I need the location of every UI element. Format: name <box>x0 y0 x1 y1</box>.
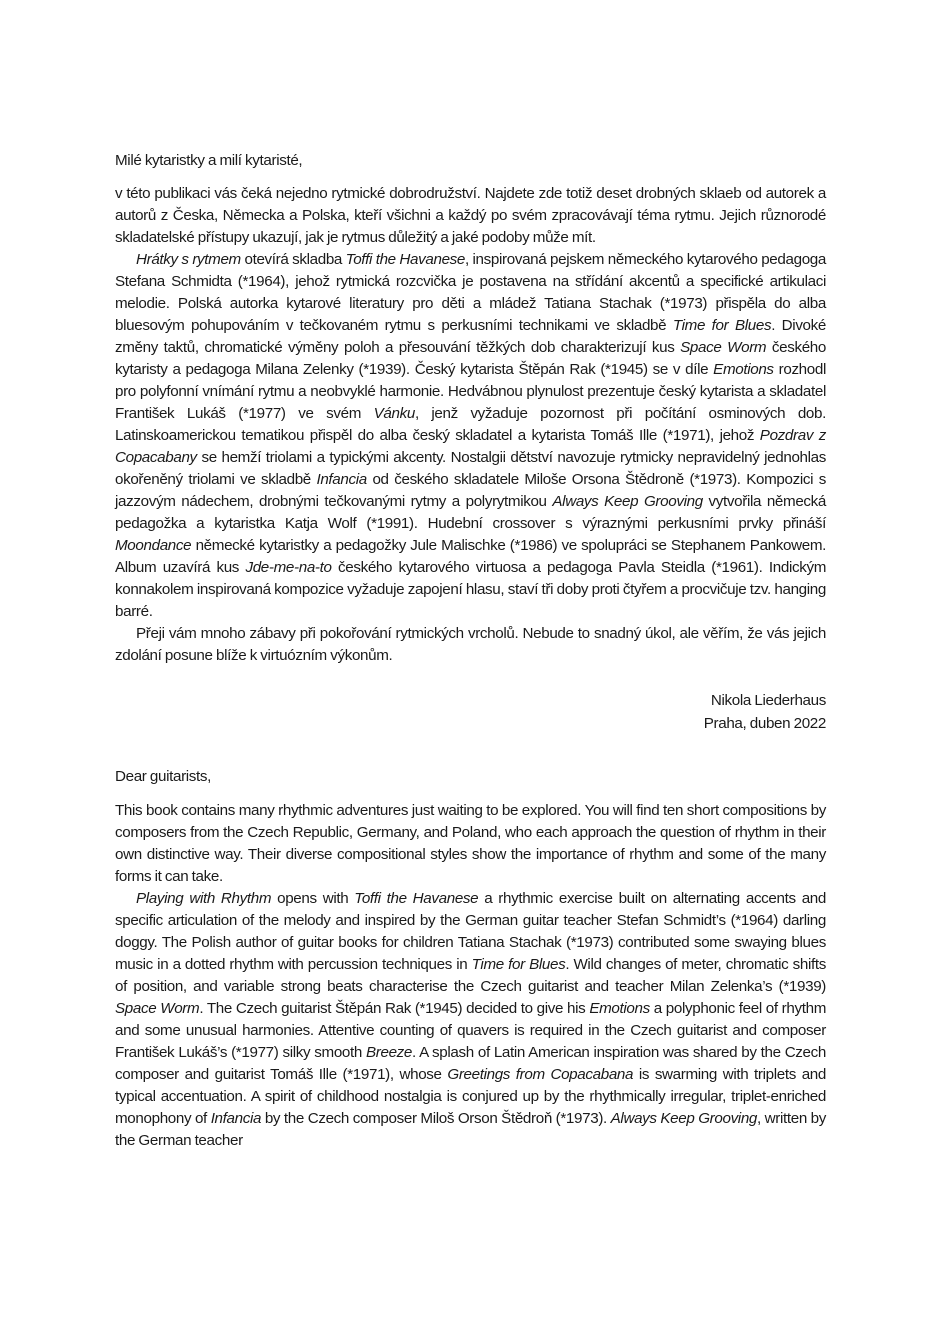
italic-title: Space Worm <box>680 339 767 356</box>
text-run: opens with <box>271 890 355 907</box>
author-name: Nikola Liederhaus <box>710 692 826 709</box>
text-run: od českého skladatele Miloše Orsona Štědroně (*1973). Kompozici s jazzovým nádechem, drobnými tečkovanými rytmy a polyrytmikou <box>115 471 826 510</box>
text-run: is swarming with triplets and typical accentuation. A spirit of childhood nostalgia is conjured up by the rhythmically irregular, triplet-enriched monophony of <box>115 1066 826 1127</box>
czech-greeting: Milé kytaristky a milí kytaristé, <box>115 152 303 169</box>
english-foreword <box>115 766 826 1152</box>
italic-title: Toffi the Havanese <box>345 251 466 268</box>
text-run: Přeji vám mnoho zábavy při pokořování rytmických vrcholů. Nebude to snadný úkol, ale věřím, že vás jejich zdolání posune blíže k virtuózním výkonům. <box>115 625 826 664</box>
italic-title: Jde-me-na-to <box>245 559 332 576</box>
italic-title: Emotions <box>713 361 774 378</box>
text-run: , inspirovaná pejskem německého kytarového pedagoga Stefana Schmidta (*1964), jehož rytmická rozcvička je postavena na střídání akcentů a specifické artikulaci melodie. Polská autorka kytarové literatury pro děti a mládež Tatiana Stachak (*1973) přispěla do alba bluesovým pohupováním v tečkovaném rytmu s perkusními technikami ve skladbě <box>115 251 826 334</box>
paragraph <box>115 800 826 888</box>
czech-foreword <box>115 150 826 735</box>
italic-title: Time for Blues <box>672 317 772 334</box>
text-run: českého kytarového virtuosa a pedagoga Pavla Steidla (*1961). Indickým konnakolem inspirovaná kompozice vyžaduje zapojení hlasu, staví tři doby proti čtyřem a procvičuje tzv. hanging barré. <box>115 559 826 620</box>
text-run: rozhodl pro polyfonní vnímání rytmu a neobvyklé harmonie. Hedvábnou plynulost prezentuje český kytarista a skladatel František Lukáš (*1977) ve svém <box>115 361 826 422</box>
italic-title: Greetings from Copacabana <box>447 1066 634 1083</box>
text-run: . Wild changes of meter, chromatic shifts of position, and variable strong beats characterise the Czech guitarist and teacher Milan Zelenka’s (*1939) <box>115 956 826 995</box>
text-run: v této publikaci vás čeká nejedno rytmické dobrodružství. Najdete zde totiž deset drobných sklaeb od autorek a autorů z Česka, Německa a Polska, kteří všichni a každý po svém zpracovávají téma rytmu. Jejich různorodé skladatelské přístupy ukazují, jak je rytmus důležitý a jaké podoby může mít. <box>115 185 826 246</box>
text-run: , written by the German teacher <box>115 1110 827 1149</box>
text-run: . The Czech guitarist Štěpán Rak (*1945) decided to give his <box>199 1000 590 1017</box>
italic-title: Infancia <box>210 1110 262 1127</box>
text-run: otevírá skladba <box>240 251 346 268</box>
paragraph <box>115 623 826 667</box>
italic-title: Emotions <box>589 1000 650 1017</box>
italic-title: Breeze <box>366 1044 413 1061</box>
place-date: Praha, duben 2022 <box>703 715 826 732</box>
text-run: a polyphonic feel of rhythm and some unusual harmonies. Attentive counting of quavers is required in the Czech guitarist and composer František Lukáš’s (*1977) silky smooth <box>115 1000 826 1061</box>
text-run: . Divoké změny taktů, chromatické výměny poloh a přesouvání těžkých dob charakterizují kus <box>115 317 826 356</box>
italic-title: Hrátky s rytmem <box>136 251 241 268</box>
paragraph <box>115 183 826 249</box>
text-run: německé kytaristky a pedagožky Jule Malischke (*1986) ve spolupráci se Stephanem Pankowem. Album uzavírá kus <box>115 537 826 576</box>
text-run: by the Czech composer Miloš Orson Štědroň (*1973). <box>261 1110 611 1127</box>
italic-title: Vánku <box>373 405 415 422</box>
text-run: vytvořila německá pedagožka a kytaristka Katja Wolf (*1991). Hudební crossover s výraznými perkusními prvky přináší <box>115 493 827 532</box>
text-run: This book contains many rhythmic adventures just waiting to be explored. You will find ten short compositions by composers from the Czech Republic, Germany, and Poland, who each approach the question of rhythm in their own distinctive way. Their diverse compositional styles show the importance of rhythm and some of the many forms it can take. <box>115 802 826 885</box>
text-run: , jenž vyžaduje pozornost při počítání osminových dob. Latinskoamerickou tematikou přispěl do alba český skladatel a kytarista Tomáš Ille (*1971), jehož <box>115 405 826 444</box>
czech-body <box>115 183 826 667</box>
italic-title: Space Worm <box>115 1000 200 1017</box>
text-run: se hemží triolami a typickými akcenty. Nostalgii dětství navozuje rytmicky nepravidelný jednohlas okořeněný triolami ve skladbě <box>115 449 826 488</box>
paragraph <box>115 249 826 623</box>
signature-block <box>115 689 826 735</box>
english-greeting: Dear guitarists, <box>115 768 212 785</box>
text-run: . A splash of Latin American inspiration was shared by the Czech composer and guitarist Tomáš Ille (*1971), whose <box>115 1044 826 1083</box>
italic-title: Time for Blues <box>471 956 566 973</box>
text-run: a rhythmic exercise built on alternating accents and specific articulation of the melody and inspired by the German guitar teacher Stefan Schmidt’s (*1964) darling doggy. The Polish author of guitar books for children Tatiana Stachak (*1973) contributed some swaying blues music in a dotted rhythm with percussion techniques in <box>115 890 826 973</box>
italic-title: Pozdrav z Copacabany <box>115 427 826 466</box>
italic-title: Playing with Rhythm <box>136 890 272 907</box>
italic-title: Infancia <box>316 471 367 488</box>
text-run: českého kytaristy a pedagoga Milana Zelenky (*1939). Český kytarista Štěpán Rak (*1945) se v díle <box>115 339 826 378</box>
italic-title: Always Keep Grooving <box>610 1110 758 1127</box>
english-body <box>115 800 826 1152</box>
italic-title: Always Keep Grooving <box>552 493 703 510</box>
paragraph <box>115 888 826 1152</box>
document-page <box>115 150 826 1152</box>
italic-title: Toffi the Havanese <box>354 890 479 907</box>
italic-title: Moondance <box>115 537 192 554</box>
